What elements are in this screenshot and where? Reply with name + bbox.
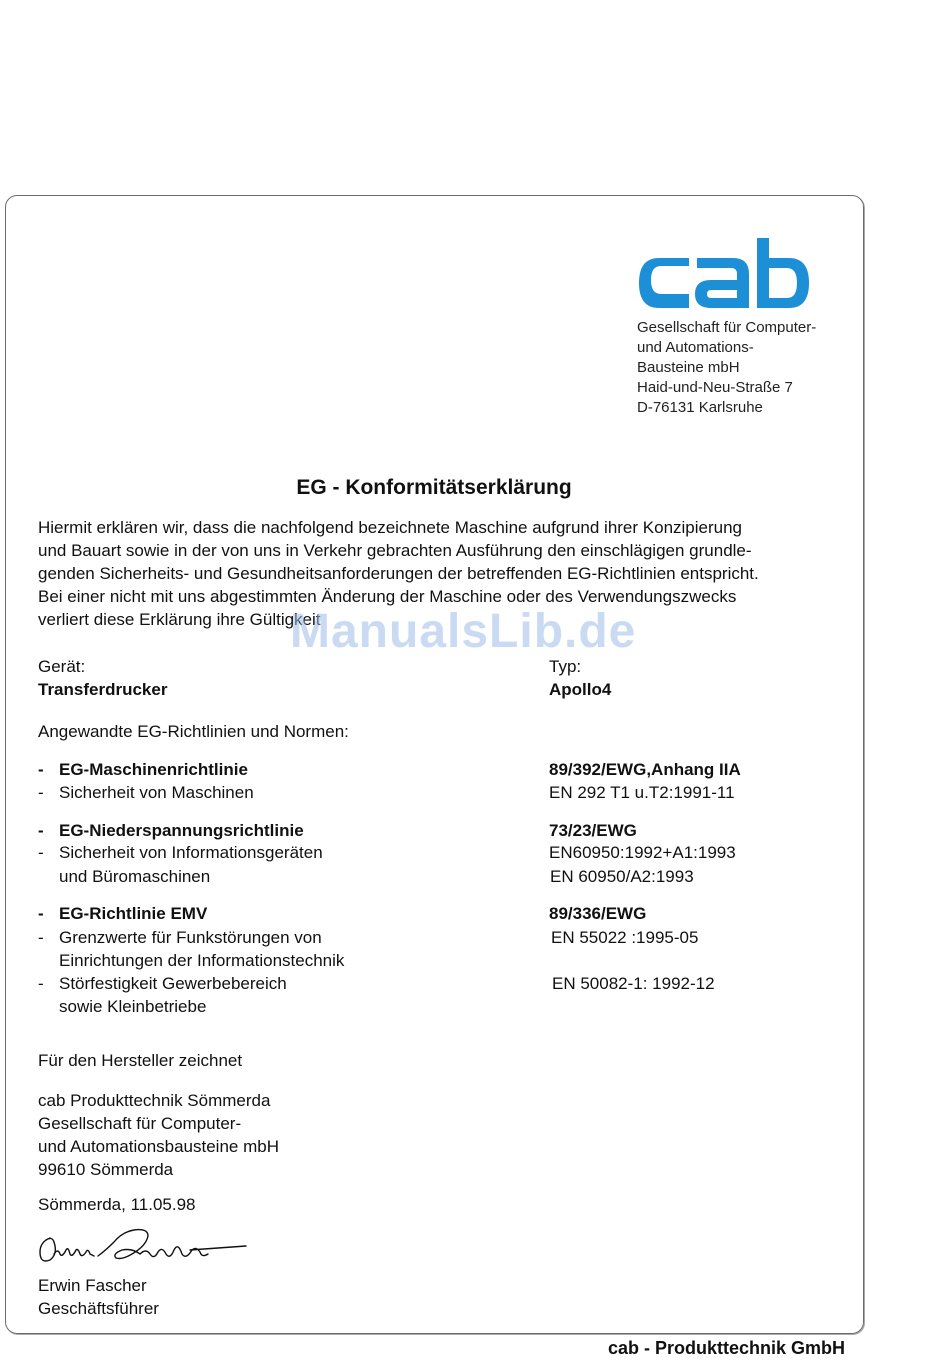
- intro-line: und Bauart sowie in der von uns in Verkehr gebrachten Ausführung den einschlägigen grundle-: [38, 541, 752, 560]
- dash: -: [38, 760, 44, 779]
- address-line: und Automations-: [637, 339, 754, 356]
- standard-item-cont: sowie Kleinbetriebe: [59, 997, 207, 1016]
- document-title: EG - Konformitätserklärung: [296, 476, 572, 499]
- standard-item: Sicherheit von Informationsgeräten: [59, 843, 323, 862]
- place-date: Sömmerda, 11.05.98: [38, 1195, 196, 1214]
- intro-line: Bei einer nicht mit uns abgestimmten Änderung der Maschine oder des Verwendungszwecks: [38, 587, 737, 606]
- directive-lowvoltage-code: 73/23/EWG: [549, 821, 637, 840]
- directive-machine-name: EG-Maschinenrichtlinie: [59, 760, 248, 779]
- manufacturer-line: und Automationsbausteine mbH: [38, 1137, 279, 1156]
- standard-code: EN 292 T1 u.T2:1991-11: [549, 783, 735, 802]
- cab-logo: [637, 236, 813, 312]
- dash: -: [38, 821, 44, 840]
- device-label: Gerät:: [38, 657, 86, 676]
- address-line: Bausteine mbH: [637, 359, 740, 376]
- standard-code: EN 55022 :1995-05: [551, 928, 699, 947]
- watermark: ManualsLib.de: [290, 605, 637, 658]
- standard-code: EN 50082-1: 1992-12: [552, 974, 715, 993]
- signer-name: Erwin Fascher: [38, 1276, 147, 1295]
- signed-for-label: Für den Hersteller zeichnet: [38, 1051, 243, 1070]
- standard-item: Grenzwerte für Funkstörungen von: [59, 928, 322, 947]
- standard-code: EN 60950/A2:1993: [550, 867, 694, 886]
- type-label: Typ:: [549, 657, 582, 676]
- signer-role: Geschäftsführer: [38, 1299, 159, 1318]
- manufacturer-line: 99610 Sömmerda: [38, 1160, 174, 1179]
- dash: -: [38, 904, 44, 923]
- directive-emv-code: 89/336/EWG: [549, 904, 647, 923]
- standard-item-cont: und Büromaschinen: [59, 867, 211, 886]
- applied-standards-label: Angewandte EG-Richtlinien und Normen:: [38, 722, 349, 741]
- standard-item-cont: Einrichtungen der Informationstechnik: [59, 951, 345, 970]
- directive-machine-code: 89/392/EWG,Anhang IIA: [549, 760, 741, 779]
- manufacturer-line: Gesellschaft für Computer-: [38, 1114, 242, 1133]
- company-address: [637, 318, 816, 418]
- address-line: Gesellschaft für Computer-: [637, 319, 817, 336]
- directive-lowvoltage-name: EG-Niederspannungsrichtlinie: [59, 821, 304, 840]
- intro-line: genden Sicherheits- und Gesundheitsanforderungen der betreffenden EG-Richtlinien entspricht.: [38, 564, 759, 583]
- intro-line: Hiermit erklären wir, dass die nachfolgend bezeichnete Maschine aufgrund ihrer Konzipierung: [38, 518, 743, 537]
- type-value: Apollo4: [549, 680, 612, 699]
- signature-image: [36, 1220, 248, 1272]
- dash: -: [38, 928, 44, 947]
- dash: -: [38, 843, 44, 862]
- manufacturer-line: cab Produkttechnik Sömmerda: [38, 1091, 271, 1110]
- address-line: Haid-und-Neu-Straße 7: [637, 379, 793, 396]
- footer-company: cab - Produkttechnik GmbH: [608, 1338, 846, 1358]
- device-value: Transferdrucker: [38, 680, 168, 699]
- dash: -: [38, 783, 44, 802]
- manufacturer-address: [38, 1089, 279, 1181]
- directive-emv-name: EG-Richtlinie EMV: [59, 904, 208, 923]
- dash: -: [38, 974, 44, 993]
- standard-item: Sicherheit von Maschinen: [59, 783, 254, 802]
- intro-line: verliert diese Erklärung ihre Gültigkeit: [38, 610, 321, 629]
- standard-code: EN60950:1992+A1:1993: [549, 843, 736, 862]
- standard-item: Störfestigkeit Gewerbebereich: [59, 974, 287, 993]
- address-line: D-76131 Karlsruhe: [637, 399, 763, 416]
